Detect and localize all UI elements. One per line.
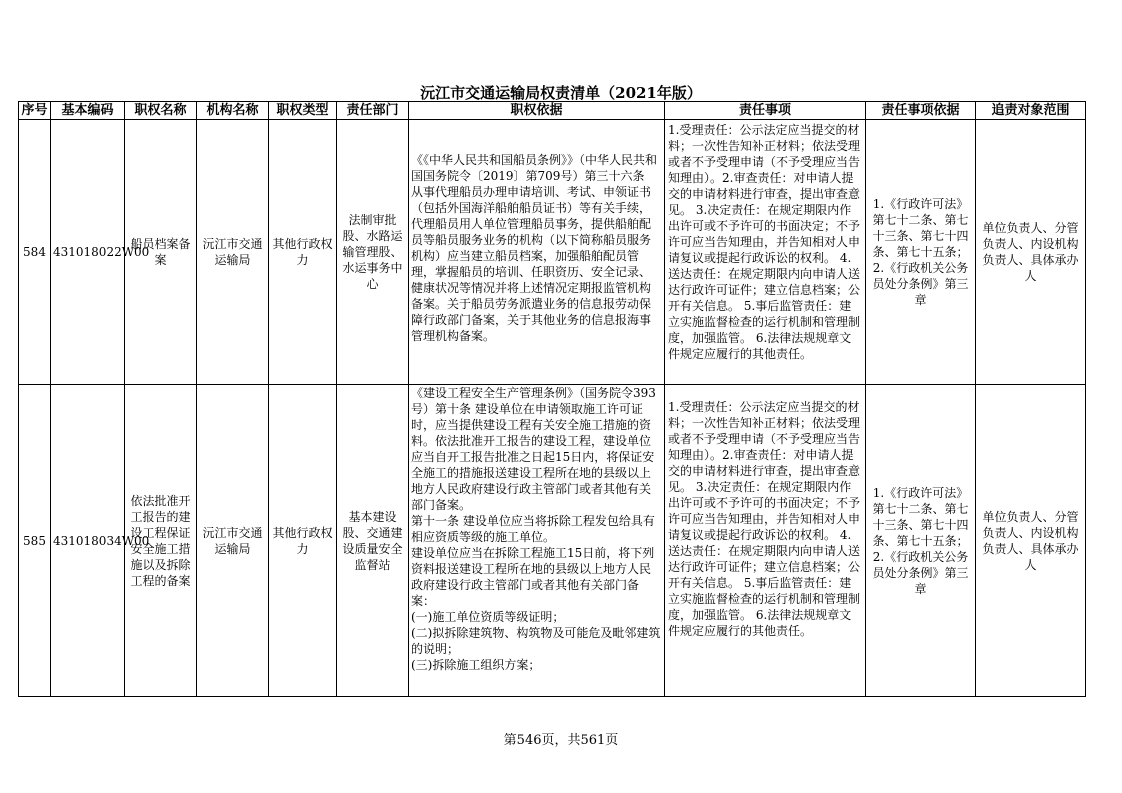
scope-cell: 单位负责人、分管负责人、内设机构负责人、具体承办人 <box>976 120 1086 385</box>
duties-text: 1.受理责任：公示法定应当提交的材料；一次性告知补正材料；依法受理或者不予受理申请（不予受理应当告知理由）。2.审查责任：对申请人提交的申请材料进行审查，提出审查意见。 3.决定责任：在规定期限内作出许可或不予许可的书面决定；不予许可应当告知理由，并告知相对人申请复议或提起行政诉讼的权利。 4.送达责任：在规定期限内向申请人送达行政许可证件；建立信息档案；公开有关信息。 5.事后监管责任：建立实施监督检查的运行机制和管理制度，加强监管。 6.法律法规规章文件规定应履行的其他责任。 <box>668 123 861 361</box>
duties-cell <box>665 120 866 385</box>
power-name-cell: 船员档案备案 <box>125 120 197 385</box>
table-row <box>19 120 1086 385</box>
code-cell: 431018034W00 <box>51 385 125 697</box>
duty-basis-cell: 1.《行政许可法》第七十二条、第七十三条、第七十四条、第七十五条；2.《行政机关公务员处分条例》第三章 <box>866 385 976 697</box>
code-cell: 431018022W00 <box>51 120 125 385</box>
seq-cell: 585 <box>19 385 51 697</box>
header-duty-basis: 责任事项依据 <box>866 102 976 120</box>
header-power-type: 职权类型 <box>269 102 337 120</box>
header-seq: 序号 <box>19 102 51 120</box>
header-scope: 追责对象范围 <box>976 102 1086 120</box>
basis-cell <box>409 385 665 697</box>
scope-cell: 单位负责人、分管负责人、内设机构负责人、具体承办人 <box>976 385 1086 697</box>
basis-cell <box>409 120 665 385</box>
responsibility-table <box>18 101 1086 697</box>
header-org-name: 机构名称 <box>197 102 269 120</box>
header-basis: 职权依据 <box>409 102 665 120</box>
duties-cell <box>665 385 866 697</box>
header-department: 责任部门 <box>337 102 409 120</box>
seq-cell: 584 <box>19 120 51 385</box>
duty-basis-cell: 1.《行政许可法》第七十二条、第七十三条、第七十四条、第七十五条；2.《行政机关公务员处分条例》第三章 <box>866 120 976 385</box>
department-cell: 基本建设股、交通建设质量安全监督站 <box>337 385 409 697</box>
org-cell: 沅江市交通运输局 <box>197 120 269 385</box>
department-cell: 法制审批股、水路运输管理股、水运事务中心 <box>337 120 409 385</box>
type-cell: 其他行政权力 <box>269 385 337 697</box>
table-row <box>19 385 1086 697</box>
table-header-row <box>19 102 1086 120</box>
header-code: 基本编码 <box>51 102 125 120</box>
duties-text: 1.受理责任：公示法定应当提交的材料；一次性告知补正材料；依法受理或者不予受理申请（不予受理应当告知理由）。2.审查责任：对申请人提交的申请材料进行审查，提出审查意见。 3.决定责任：在规定期限内作出许可或不予许可的书面决定；不予许可应当告知理由，并告知相对人申请复议或提起行政诉讼的权利。 4.送达责任：在规定期限内向申请人送达行政许可证件；建立信息档案；公开有关信息。 5.事后监管责任：建立实施监督检查的运行机制和管理制度，加强监管。 6.法律法规规章文件规定应履行的其他责任。 <box>668 400 861 638</box>
basis-text: 《建设工程安全生产管理条例》（国务院令393号）第十条 建设单位在申请领取施工许可证时，应当提供建设工程有关安全施工措施的资料。依法批准开工报告的建设工程，建设单位应当自开工报告批准之日起15日内，将保证安全施工的措施报送建设工程所在地的县级以上地方人民政府建设行政主管部门或者其他有关部门备案。 第十一条 建设单位应当将拆除工程发包给具有相应资质等级的施工单位。 建设单位应当在拆除工程施工15日前，将下列资料报送建设工程所在地的县级以上地方人民政府建设行政主管部门或者其他有关部门备案： (一)施工单位资质等级证明； (二)拟拆除建筑物、构筑物及可能危及毗邻建筑的说明； (三)拆除施工组织方案； <box>411 386 661 672</box>
page-number: 第546页，共561页 <box>503 733 619 748</box>
document-title: 沅江市交通运输局权责清单（2021年版） <box>420 84 702 102</box>
power-name-cell: 依法批准开工报告的建设工程保证安全施工措施以及拆除工程的备案 <box>125 385 197 697</box>
org-cell: 沅江市交通运输局 <box>197 385 269 697</box>
header-duties: 责任事项 <box>665 102 866 120</box>
header-power-name: 职权名称 <box>125 102 197 120</box>
basis-text: 《《中华人民共和国船员条例》》（中华人民共和国国务院令〔2019〕第709号）第三十六条 从事代理船员办理申请培训、考试、申领证书（包括外国海洋船舶船员证书）等有关手续，代理船员用人单位管理船员事务，提供船舶配员等船员服务业务的机构（以下简称船员服务机构）应当建立船员档案，加强船舶配员管理，掌握船员的培训、任职资历、安全记录、健康状况等情况并将上述情况定期报监管机构备案。关于船员劳务派遣业务的信息报劳动保障行政部门备案，关于其他业务的信息报海事管理机构备案。 <box>411 152 658 343</box>
type-cell: 其他行政权力 <box>269 120 337 385</box>
